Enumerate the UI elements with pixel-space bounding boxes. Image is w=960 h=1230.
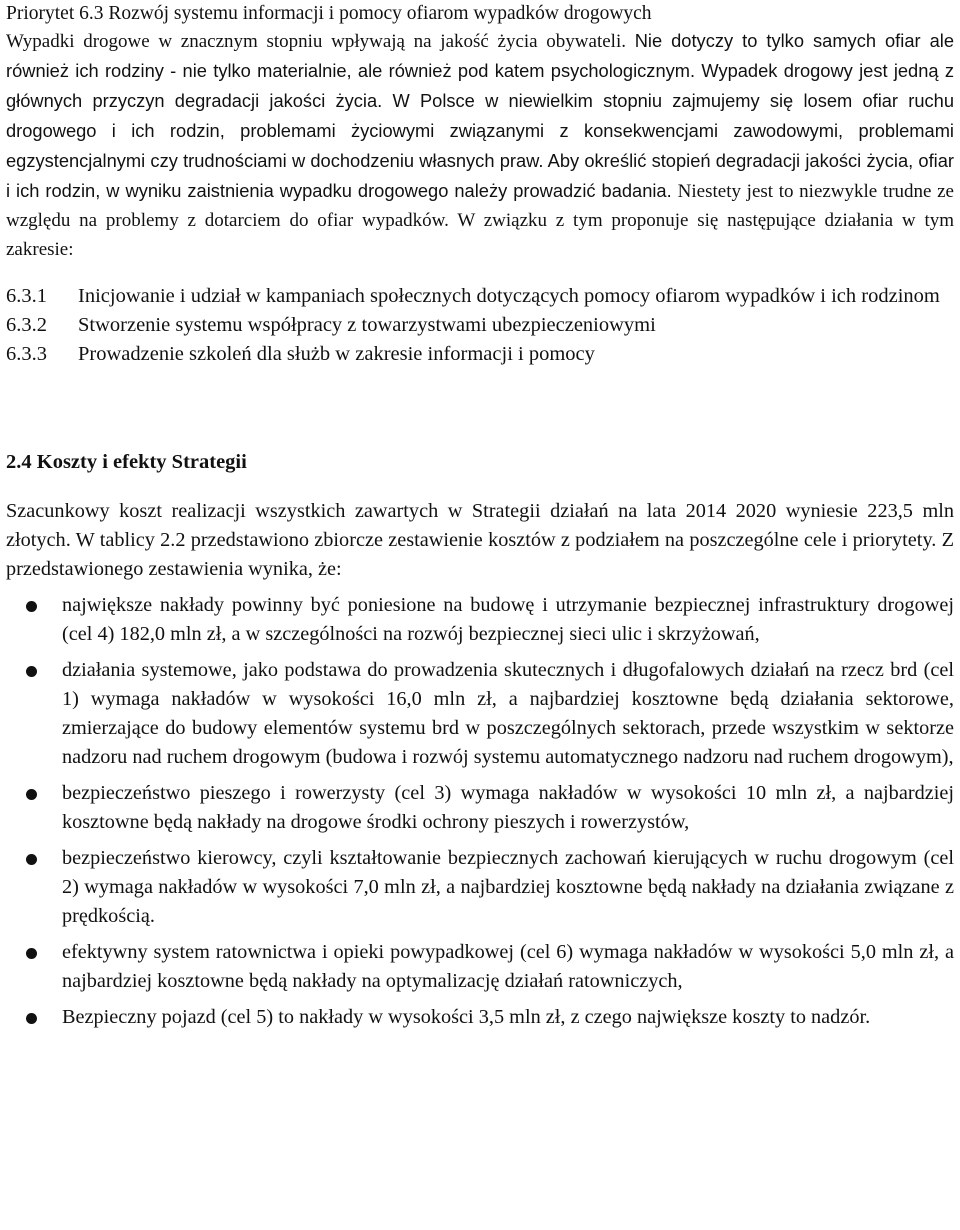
bullet-dot-icon (26, 948, 37, 959)
priority-actions-list (6, 282, 954, 369)
cost-bullet-text: bezpieczeństwo kierowcy, czyli kształtowanie bezpiecznych zachowań kierujących w ruchu drogowym (cel 2) wymaga nakładów w wysokości 7,0 mln zł, a najbardziej kosztowne będą nakłady na działania związane z prędkością. (62, 847, 954, 927)
cost-bullet (6, 1003, 954, 1032)
bullet-dot-icon (26, 789, 37, 800)
bullet-dot-icon (26, 666, 37, 677)
action-text: Stworzenie systemu współpracy z towarzystwami ubezpieczeniowymi (78, 314, 656, 336)
priority-action-item (6, 282, 954, 311)
bullet-dot-icon (26, 854, 37, 865)
action-number: 6.3.3 (6, 343, 47, 365)
cost-bullet-text: działania systemowe, jako podstawa do prowadzenia skutecznych i długofalowych działań na rzecz brd (cel 1) wymaga nakładów w wysokości 16,0 mln zł, a najbardziej kosztowne będą działania sektorowe, zmierzające do budowy elementów systemu brd w poszczególnych sektorach, przede wszystkim w sektorze nadzoru nad ruchem drogowym (budowa i rozwój systemu automatycznego nadzoru nad ruchem drogowym), (62, 659, 954, 768)
section-heading: 2.4 Koszty i efekty Strategii (6, 451, 247, 473)
intro-sentence-4: Aby określić stopień degradacji jakości życia, ofiar i ich rodzin, w wyniku zaistnienia wypadku drogowego należy prowadzić badania. (6, 150, 954, 201)
bullet-dot-icon (26, 1013, 37, 1024)
intro-paragraph (6, 26, 954, 264)
intro-sentence-3: W Polsce w niewielkim stopniu zajmujemy się losem ofiar ruchu drogowego i ich rodzin, problemami życiowymi związanymi z konsekwencjami zawodowymi, problemami egzystencjalnymi czy trudnościami w dochodzeniu własnych praw. (6, 90, 954, 171)
cost-bullet-text: największe nakłady powinny być poniesione na budowę i utrzymanie bezpiecznej infrastruktury drogowej (cel 4) 182,0 mln zł, a w szczególności na rozwój bezpiecznej sieci ulic i skrzyżowań, (62, 594, 954, 645)
action-number: 6.3.2 (6, 314, 47, 336)
cost-bullet (6, 591, 954, 649)
cost-bullet-list (6, 591, 954, 1032)
cost-bullet (6, 656, 954, 772)
cost-bullet-text: bezpieczeństwo pieszego i rowerzysty (cel 3) wymaga nakładów w wysokości 10 mln zł, a najbardziej kosztowne będą nakłady na drogowe środki ochrony pieszych i rowerzystów, (62, 782, 954, 833)
cost-bullet (6, 779, 954, 837)
cost-bullet (6, 938, 954, 996)
priority-action-item (6, 340, 954, 369)
cost-bullet-text: efektywny system ratownictwa i opieki powypadkowej (cel 6) wymaga nakładów w wysokości 5,0 mln zł, a najbardziej kosztowne będą nakłady na optymalizację działań ratowniczych, (62, 941, 954, 992)
intro-sentence-1: Wypadki drogowe w znacznym stopniu wpływają na jakość życia obywateli. (6, 31, 635, 52)
intro-sentence-2: Nie dotyczy to tylko samych ofiar ale również ich rodziny - nie tylko materialnie, ale również pod katem psychologicznym. Wypadek drogowy jest jedną z głównych przyczyn degradacji jakości życia. (6, 30, 954, 111)
section-intro: Szacunkowy koszt realizacji wszystkich zawartych w Strategii działań na lata 2014 2020 wyniesie 223,5 mln złotych. W tablicy 2.2 przedstawiono zbiorcze zestawienie kosztów z podziałem na poszczególne cele i priorytety. Z przedstawionego zestawienia wynika, że: (6, 500, 954, 580)
action-text: Prowadzenie szkoleń dla służb w zakresie informacji i pomocy (78, 343, 595, 365)
action-text: Inicjowanie i udział w kampaniach społecznych dotyczących pomocy ofiarom wypadków i ich rodzinom (78, 285, 940, 307)
cost-bullet (6, 844, 954, 931)
bullet-dot-icon (26, 601, 37, 612)
action-number: 6.3.1 (6, 285, 47, 307)
priority-heading: Priorytet 6.3 Rozwój systemu informacji i pomocy ofiarom wypadków drogowych (6, 3, 652, 24)
cost-bullet-text: Bezpieczny pojazd (cel 5) to nakłady w wysokości 3,5 mln zł, z czego największe koszty to nadzór. (62, 1006, 871, 1028)
intro-sentence-5: Niestety jest to niezwykle trudne ze względu na problemy z dotarciem do ofiar wypadków. W związku z tym proponuje się następujące działania w tym zakresie: (6, 181, 954, 260)
priority-action-item (6, 311, 954, 340)
